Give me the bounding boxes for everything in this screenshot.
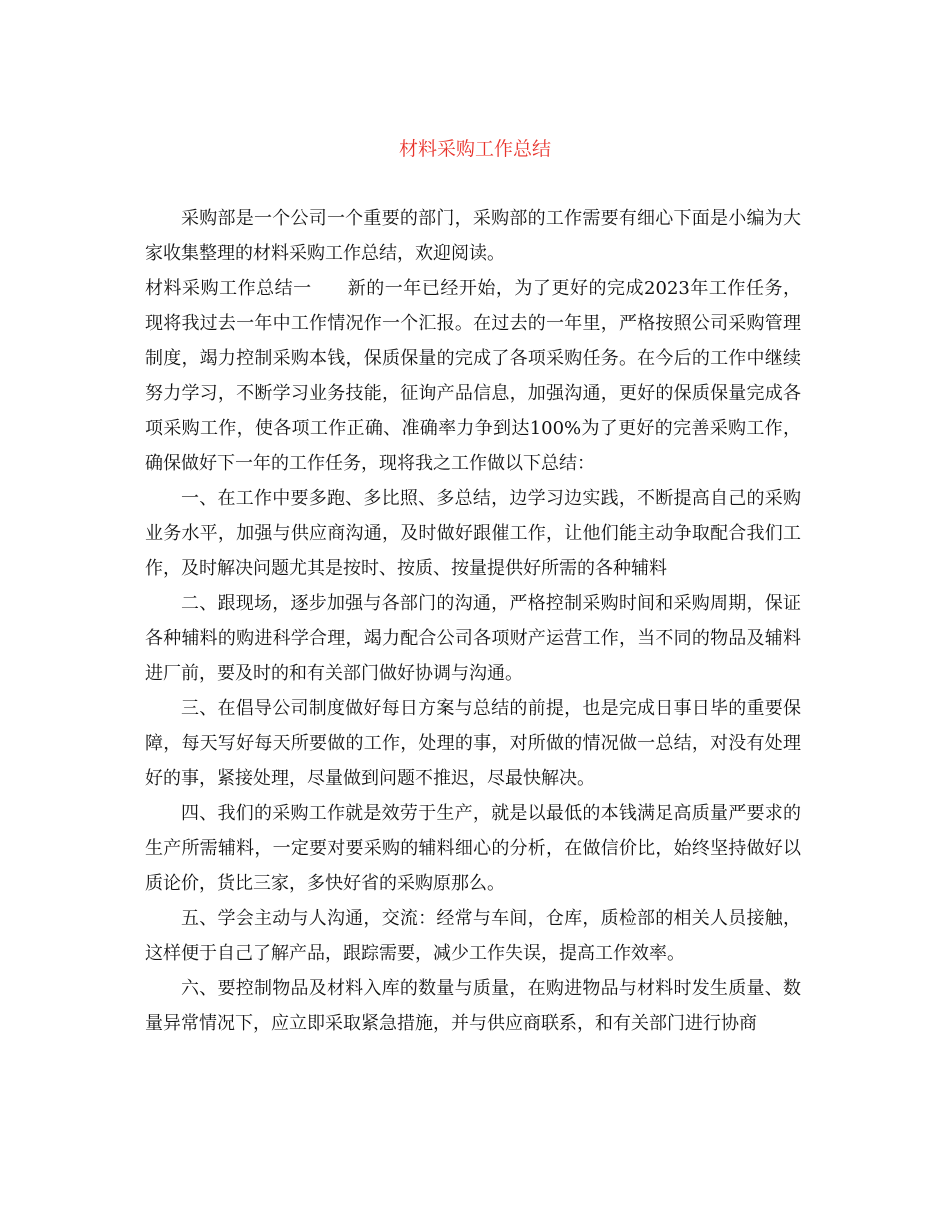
item-paragraph-4: 四、我们的采购工作就是效劳于生产，就是以最低的本钱满足高质量严要求的生产所需辅料，一定要对要采购的辅料细心的分析，在做信价比，始终坚持做好以质论价，货比三家，多快好省的采购原那么。: [145, 803, 801, 894]
item-paragraph-6: 六、要控制物品及材料入库的数量与质量，在购进物品与材料时发生质量、数量异常情况下，应立即采取紧急措施，并与供应商联系，和有关部门进行协商: [145, 978, 801, 1034]
document-title: 材料采购工作总结: [398, 138, 551, 160]
intro-paragraph: 采购部是一个公司一个重要的部门，采购部的工作需要有细心下面是小编为大家收集整理的材料采购工作总结，欢迎阅读。: [145, 208, 801, 264]
item-paragraph-1: 一、在工作中要多跑、多比照、多总结，边学习边实践，不断提高自己的采购业务水平，加强与供应商沟通，及时做好跟催工作，让他们能主动争取配合我们工作，及时解决问题尤其是按时、按质、按量提供好所需的各种辅料: [145, 488, 801, 579]
section-title: 材料采购工作总结一: [145, 278, 312, 299]
item-paragraph-2: 二、跟现场，逐步加强与各部门的沟通，严格控制采购时间和采购周期，保证各种辅料的购进科学合理，竭力配合公司各项财产运营工作，当不同的物品及辅料进厂前，要及时的和有关部门做好协调与沟通。: [145, 593, 801, 684]
item-paragraph-3: 三、在倡导公司制度做好每日方案与总结的前提，也是完成日事日毕的重要保障，每天写好每天所要做的工作，处理的事，对所做的情况做一总结，对没有处理好的事，紧接处理，尽量做到问题不推迟，尽最快解决。: [145, 698, 801, 789]
item-paragraph-5: 五、学会主动与人沟通，交流：经常与车间，仓库，质检部的相关人员接触，这样便于自己了解产品，跟踪需要，减少工作失误，提高工作效率。: [145, 908, 801, 964]
section-paragraph: [145, 271, 801, 481]
document-body: [145, 201, 801, 1041]
section-intro-text: 新的一年已经开始，为了更好的完成2023年工作任务，现将我过去一年中工作情况作一个汇报。在过去的一年里，严格按照公司采购管理制度，竭力控制采购本钱，保质保量的完成了各项采购任务。在今后的工作中继续努力学习，不断学习业务技能，征询产品信息，加强沟通，更好的保质保量完成各项采购工作，使各项工作正确、准确率力争到达100%为了更好的完善采购工作，确保做好下一年的工作任务，现将我之工作做以下总结：: [145, 278, 801, 474]
